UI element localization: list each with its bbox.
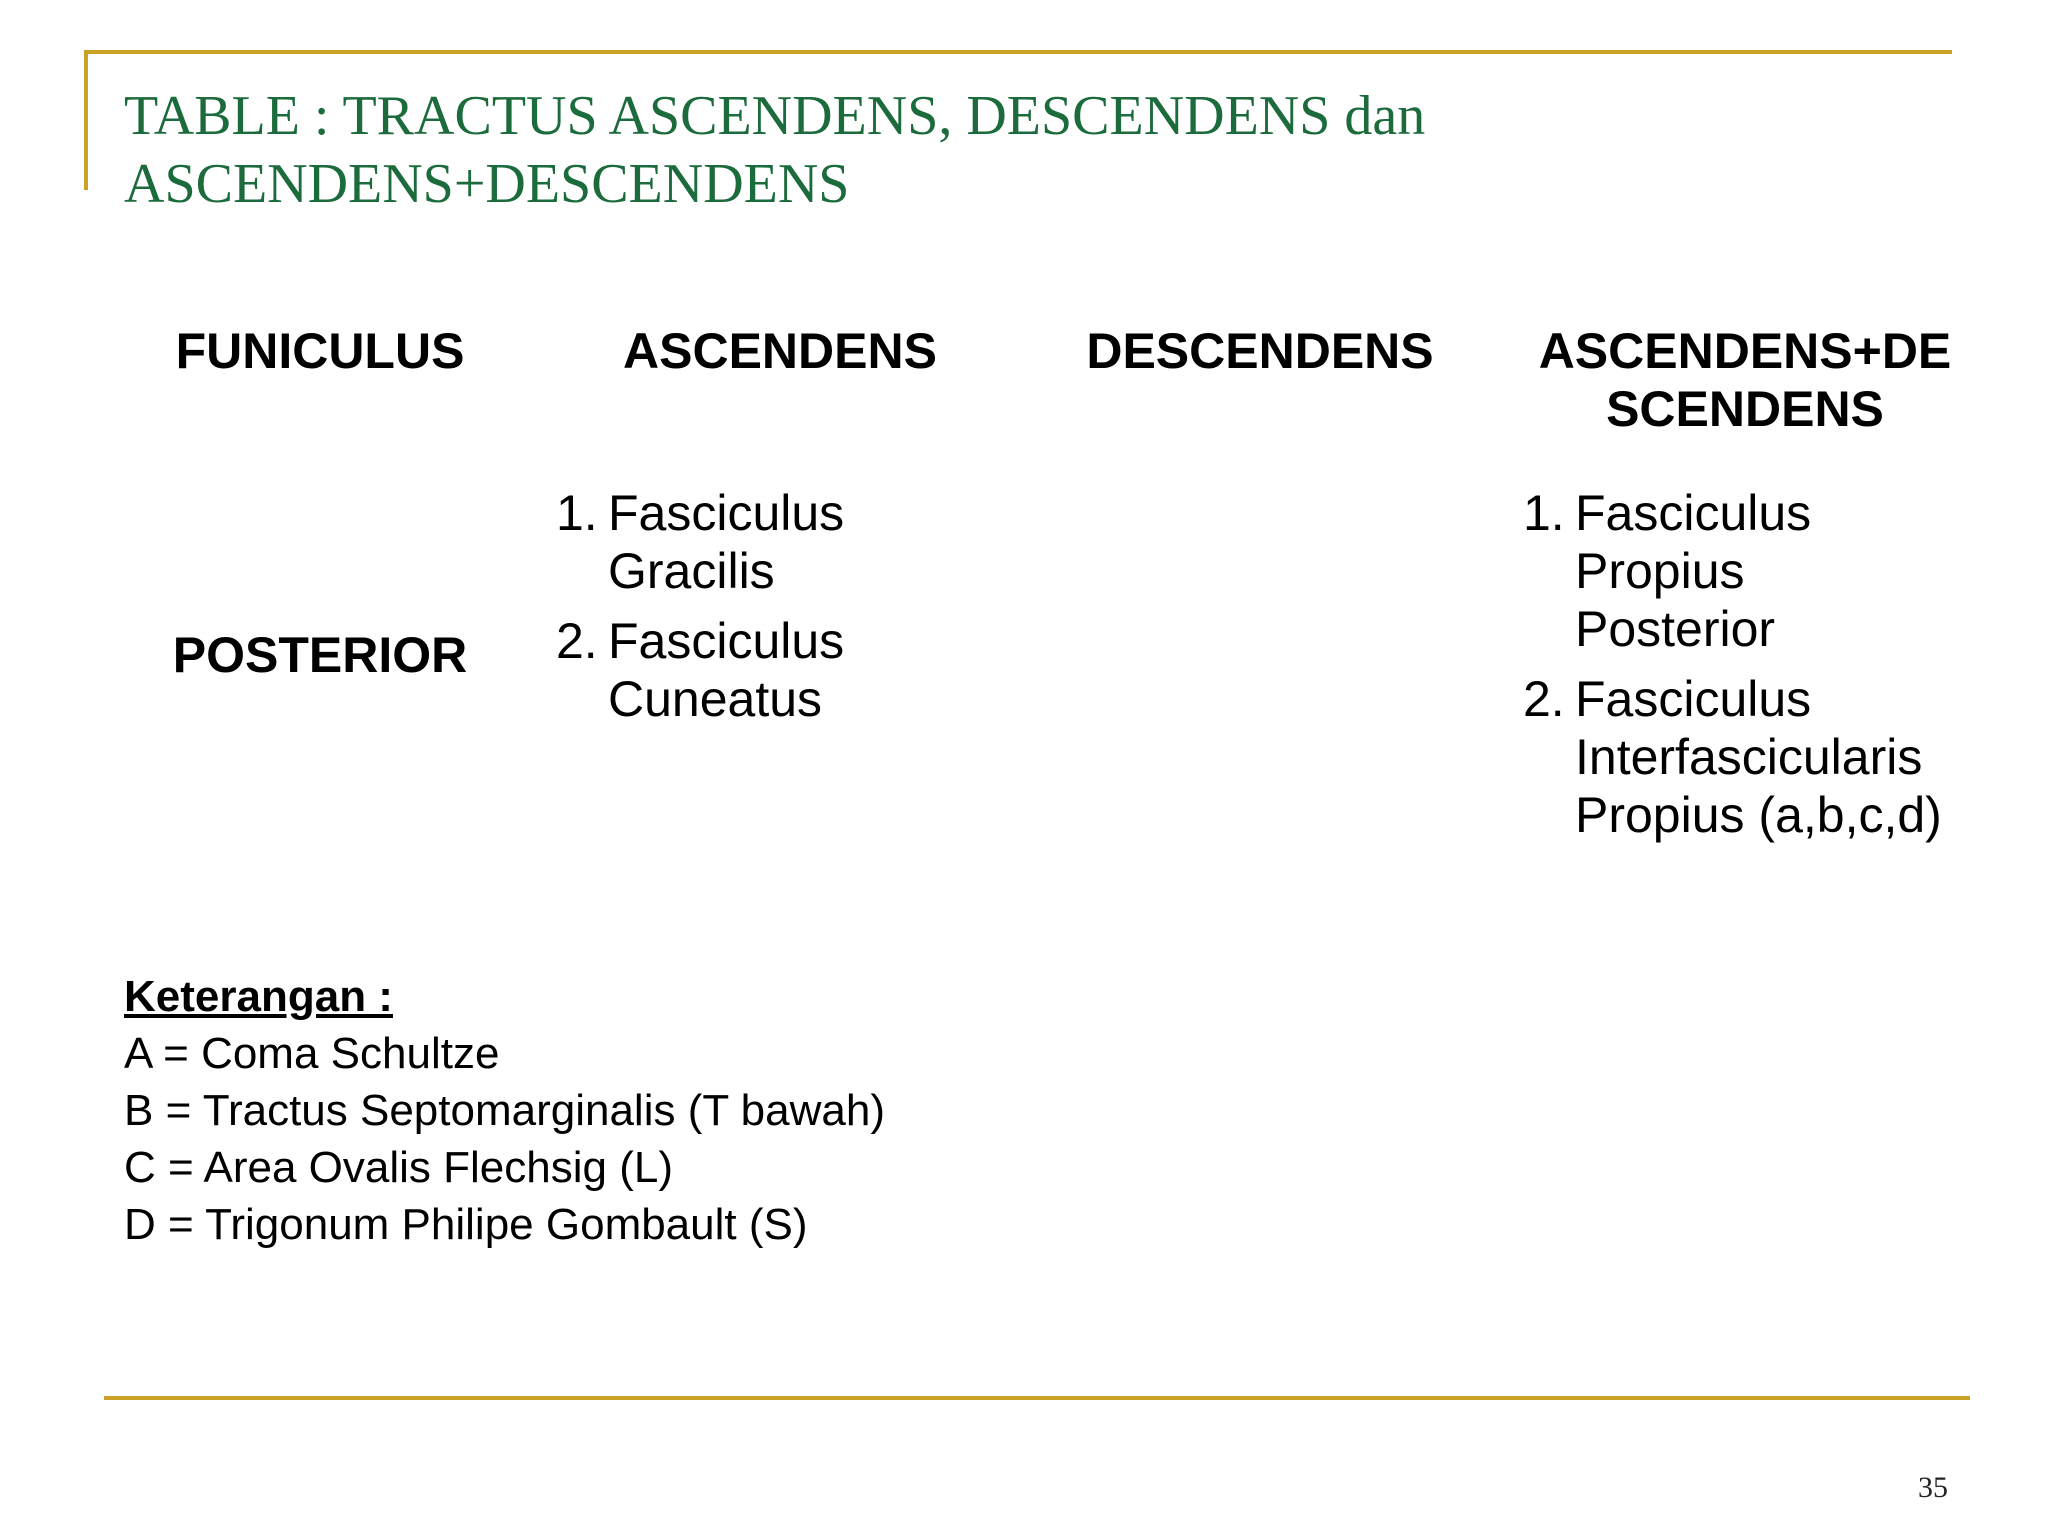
list-item-number: 2. [1523, 671, 1565, 727]
slide-title-line-2: ASCENDENS+DESCENDENS [124, 153, 850, 215]
list-item-number: 1. [556, 485, 598, 541]
left-border-line [84, 50, 88, 190]
header-ascendens: ASCENDENS [623, 323, 937, 379]
list-item-line: Fasciculus [1575, 671, 1812, 727]
list-item-line: Cuneatus [608, 671, 823, 727]
list-item-line: Fasciculus [608, 485, 845, 541]
notes-section [124, 968, 1124, 1253]
header-both-line-1: ASCENDENS+DE [1538, 323, 1952, 379]
top-border-line [84, 50, 1952, 54]
header-descendens: DESCENDENS [1086, 323, 1434, 379]
ascendens-list [556, 484, 1016, 740]
list-item-line: Fasciculus [608, 613, 845, 669]
list-item-text [1575, 670, 1983, 844]
list-item-line: Fasciculus [1575, 485, 1812, 541]
list-item-line: Gracilis [608, 543, 775, 599]
row-label-posterior: POSTERIOR [172, 627, 468, 683]
note-item-a: A = Coma Schultze [124, 1029, 500, 1078]
note-item-d: D = Trigonum Philipe Gombault (S) [124, 1200, 808, 1249]
list-item [1523, 670, 1983, 844]
page-number: 35 [1918, 1471, 1948, 1504]
list-item-line: Interfascicularis [1575, 729, 1923, 785]
list-item [556, 612, 1016, 728]
note-item-c: C = Area Ovalis Flechsig (L) [124, 1143, 673, 1192]
list-item-line: Propius (a,b,c,d) [1575, 787, 1942, 843]
list-item-number: 1. [1523, 485, 1565, 541]
list-item-line: Posterior [1575, 601, 1776, 657]
list-item-text [1575, 484, 1983, 658]
ascendens-descendens-list [1523, 484, 1983, 856]
notes-heading: Keterangan : [124, 972, 393, 1021]
slide-title-line-1: TABLE : TRACTUS ASCENDENS, DESCENDENS dan [124, 85, 1426, 147]
note-item-b: B = Tractus Septomarginalis (T bawah) [124, 1086, 885, 1135]
list-item-text [608, 484, 1016, 600]
list-item [556, 484, 1016, 600]
header-funiculus: FUNICULUS [175, 323, 465, 379]
slide-title [124, 82, 1904, 218]
footer-line [104, 1396, 1970, 1400]
list-item [1523, 484, 1983, 658]
list-item-number: 2. [556, 613, 598, 669]
header-both-line-2: SCENDENS [1606, 381, 1884, 437]
list-item-line: Propius [1575, 543, 1745, 599]
header-ascendens-descendens [1520, 322, 1970, 438]
list-item-text [608, 612, 1016, 728]
